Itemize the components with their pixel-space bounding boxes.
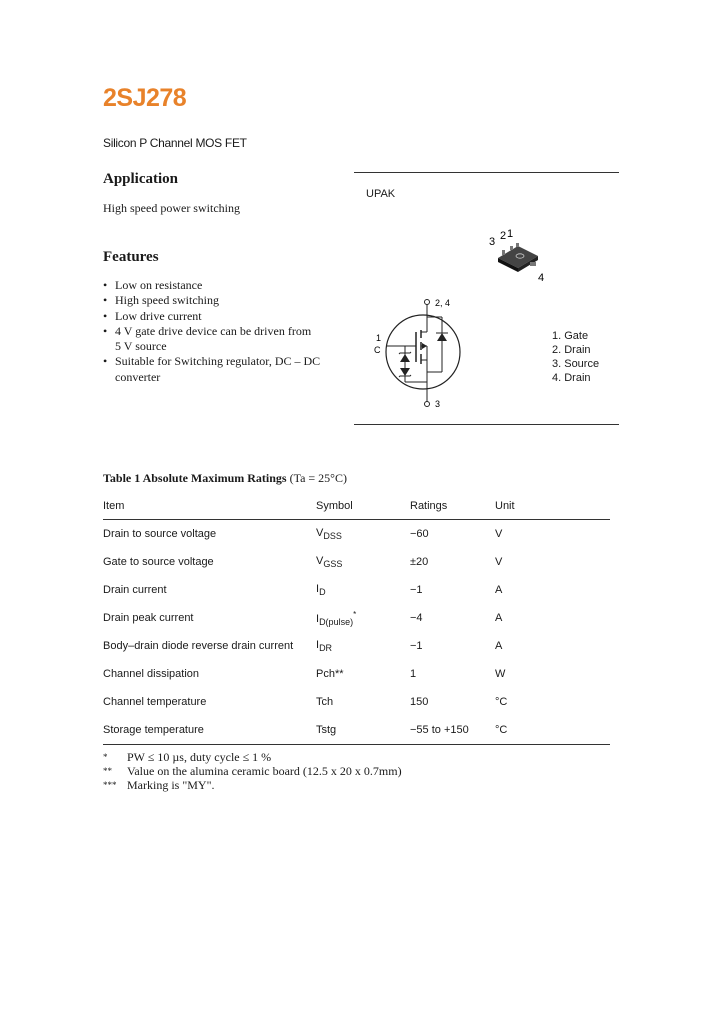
table-row	[103, 660, 610, 688]
cell-rating: −4	[410, 612, 423, 624]
header-item: Item	[103, 492, 316, 520]
cell-item: Storage temperature	[103, 716, 316, 745]
features-list	[103, 278, 343, 385]
table-header-row	[103, 492, 610, 520]
cell-item: Body–drain diode reverse drain current	[103, 640, 294, 652]
footnote-mark: **	[103, 766, 112, 776]
cell-item: Gate to source voltage	[103, 556, 214, 568]
application-heading: Application	[103, 171, 179, 187]
footnotes	[103, 750, 402, 792]
cell-rating: −1	[410, 584, 423, 596]
cell-item: Drain peak current	[103, 612, 194, 624]
header-ratings: Ratings	[410, 492, 495, 520]
cell-symbol: Tch	[316, 696, 334, 708]
footnote	[103, 764, 402, 778]
mosfet-schematic	[368, 292, 478, 412]
feature-item: • Suitable for Switching regulator, DC – DC converter	[103, 354, 330, 385]
cell-rating: 1	[410, 668, 417, 680]
table-row	[103, 604, 610, 632]
pin-callout-4: 4	[538, 272, 545, 284]
cell-symbol: Pch**	[316, 668, 344, 680]
cell-symbol: $I_D$	[316, 583, 326, 597]
table-row	[103, 548, 610, 576]
application-text: High speed power switching	[103, 201, 240, 215]
header-unit: Unit	[495, 492, 610, 520]
cell-symbol: Tstg	[316, 716, 410, 745]
cell-unit: °C	[495, 696, 508, 708]
cell-rating: −55 to +150	[410, 716, 495, 745]
pin-callout-2: 2	[500, 230, 507, 242]
feature-item: • Low on resistance	[103, 278, 343, 293]
part-number-title: 2SJ278	[103, 84, 187, 112]
cell-unit: W	[495, 668, 506, 680]
source-pin-label: 3	[435, 399, 441, 409]
footnote-text: Value on the alumina ceramic board (12.5 x 20 x 0.7mm)	[127, 764, 402, 778]
table-row	[103, 576, 610, 604]
cell-unit: V	[495, 528, 503, 540]
table-row	[103, 520, 610, 549]
table-title	[103, 471, 347, 486]
footnote-mark: *	[103, 752, 108, 762]
cell-unit: A	[495, 584, 503, 596]
cell-item: Channel temperature	[103, 696, 207, 708]
package-top-rule	[354, 172, 619, 173]
header-symbol: Symbol	[316, 492, 410, 520]
pin-drain: 2. Drain	[552, 344, 591, 356]
cell-unit: °C	[495, 716, 610, 745]
pin-callout-3: 3	[489, 236, 496, 248]
features-heading: Features	[103, 249, 159, 265]
absolute-max-ratings-table	[103, 492, 610, 745]
feature-item: • High speed switching	[103, 293, 343, 308]
package-drawing	[480, 224, 560, 284]
gate-pin-label: 1	[376, 333, 382, 343]
cell-symbol: $V_{DSS}$	[316, 527, 342, 541]
package-name: UPAK	[366, 188, 396, 200]
cell-rating: 150	[410, 696, 429, 708]
table-row	[103, 632, 610, 660]
table-title-main: Table 1 Absolute Maximum Ratings	[103, 471, 287, 485]
footnote-text: Marking is "MY".	[127, 778, 215, 792]
cell-item: Channel dissipation	[103, 668, 200, 680]
pin-callout-1: 1	[507, 228, 514, 240]
gate-letter-label: C	[374, 345, 381, 355]
cell-item: Drain current	[103, 584, 167, 596]
cell-rating: −60	[410, 528, 429, 540]
table-row	[103, 716, 610, 745]
cell-symbol: $I_{DR}$	[316, 639, 333, 653]
cell-rating: ±20	[410, 556, 429, 568]
footnote	[103, 750, 402, 764]
cell-rating: −1	[410, 640, 423, 652]
cell-unit: A	[495, 612, 503, 624]
pin-assignment-list	[552, 329, 599, 385]
footnote-text: PW ≤ 10 µs, duty cycle ≤ 1 %	[127, 750, 272, 764]
cell-symbol: $V_{GSS}$	[316, 555, 343, 569]
cell-unit: A	[495, 640, 503, 652]
footnote-mark: ***	[103, 780, 117, 790]
footnote	[103, 778, 402, 792]
pin-source: 3. Source	[552, 358, 600, 370]
drain-pin-label: 2, 4	[435, 298, 451, 308]
cell-unit: V	[495, 556, 503, 568]
device-subtitle: Silicon P Channel MOS FET	[103, 136, 247, 150]
pin-drain-tab: 4. Drain	[552, 372, 591, 384]
feature-item: • Low drive current	[103, 309, 343, 324]
feature-item: • 4 V gate drive device can be driven from 5 V source	[103, 324, 320, 355]
pin-gate: 1. Gate	[552, 330, 589, 342]
cell-item: Drain to source voltage	[103, 528, 217, 540]
table-row	[103, 688, 610, 716]
package-bottom-rule	[354, 424, 619, 425]
upak-package-icon	[498, 243, 538, 272]
cell-symbol: $I_{D(pulse)}^*$	[316, 609, 357, 627]
table-title-condition: (Ta = 25°C)	[286, 471, 347, 485]
